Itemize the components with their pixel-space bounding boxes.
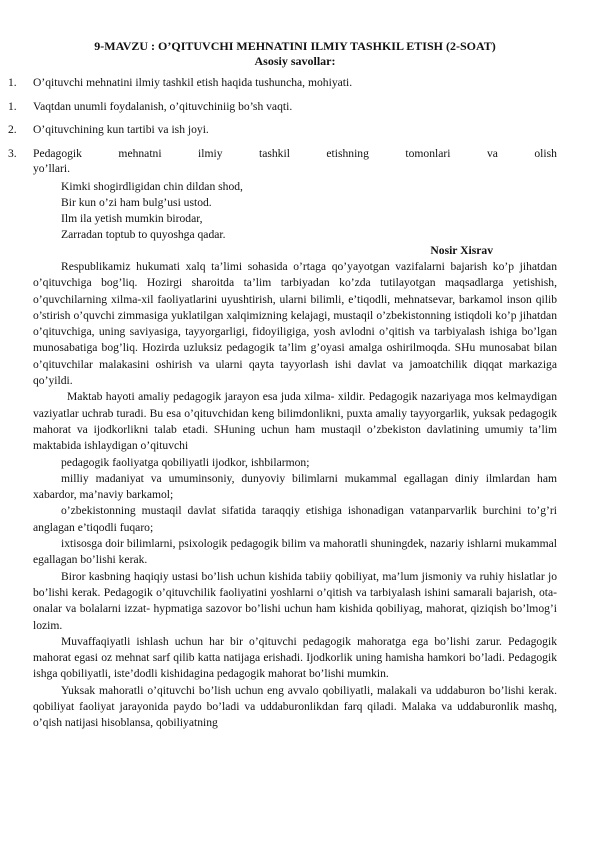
poem-line: Kimki shogirdligidan chin dildan shod, (61, 179, 243, 193)
page-title: 9-MAVZU : O’QITUVCHI MEHNATINI ILMIY TASHKIL ETISH (2-SOAT) (94, 39, 496, 53)
poem-author: Nosir Xisrav (430, 243, 493, 257)
paragraph: Maktab hayoti amaliy pedagogik jarayon esa juda xilma- xildir. Pedagogik nazariyaga mos kelmaydigan vaziyatlar uchrab turadi. Bu esa o’qituvchidan keng bilimdonlikni, puxta amaliy tayyorgarlik, yuksak pedagogik mahorat va ijodkorlikni talab etadi. SHuning uchun ham mustaqil o’zbekiston davlatining umumiy ta’lim maktabida ishlaydigan o’qituvchi (33, 390, 557, 453)
question-word: tashkil (259, 146, 290, 160)
question-item (5, 122, 557, 138)
paragraph: Muvaffaqiyatli ishlash uchun har bir o’qituvchi pedagogik mahoratga ega bo’lishi zarur. Pedagogik mahorat egasi oz mehnat sarf qilib katta natijaga erishadi. Ijodkorlik uning hamisha hamkori bo’ladi. Pedagogik ishga qobiliyatli, iste’dodli kishidagina pedagogik mahorat bo’lishi mumkin. (33, 634, 557, 681)
question-item (5, 75, 557, 91)
paragraph: milliy madaniyat va umuminsoniy, dunyoviy bilimlarni mukammal egallagan diniy ilmlardan ham xabardor, ma’naviy barkamol; (33, 471, 557, 502)
question-word: va (486, 146, 498, 160)
question-number: 1. (8, 99, 17, 113)
question-number: 1. (8, 76, 17, 89)
document-page (8, 39, 557, 732)
question-number: 2. (8, 123, 17, 137)
question-text-continued: yo’llari. (33, 162, 71, 176)
question-text: O’qituvchi mehnatini ilmiy tashkil etish haqida tushuncha, mohiyati. (33, 76, 353, 89)
question-text: Vaqtdan unumli foydalanish, o’qituvchiniig bo’sh vaqti. (33, 99, 293, 113)
list-line: pedagogik faoliyatga qobiliyatli ijodkor, ishbilarmon; (61, 455, 310, 469)
question-item (5, 99, 557, 115)
question-word: etishning (326, 146, 369, 160)
question-word: mehnatni (118, 146, 162, 160)
poem-line: Zarradan toptub to quyoshga qadar. (61, 227, 226, 241)
paragraph: o’zbekistonning mustaqil davlat sifatida taraqqiy etishiga ishonadigan vatanparvarlik burchini to’g’ri anglagan e’tiqodli fuqaro; (33, 504, 557, 534)
question-word: olish (534, 146, 557, 160)
question-word: tomonlari (405, 146, 451, 160)
question-number: 3. (8, 146, 17, 160)
question-word: Pedagogik (33, 146, 82, 160)
question-item (5, 146, 557, 177)
poem-line: Bir kun o’zi ham bulg’usi ustod. (61, 195, 212, 209)
paragraph: ixtisosga doir bilimlarni, psixologik pedagogik bilim va mahoratli shuningdek, nazariy ishlarni mukammal egallagan bo’lishi kerak. (33, 537, 557, 567)
question-text: O’qituvchining kun tartibi va ish joyi. (33, 123, 209, 137)
question-word: ilmiy (198, 146, 223, 160)
paragraph: Yuksak mahoratli o’qituvchi bo’lish uchun eng avvalo qobiliyatli, malakali va uddaburon bo’lishi kerak. qobiliyat faoliyat jarayonida paydo bo’ladi va uddaburonlikdan farq qiladi. Malaka va uddaburonlik mashq, o’qish natijasi hisoblansa, qobiliyatning (33, 683, 557, 730)
paragraph: Biror kasbning haqiqiy ustasi bo’lish uchun kishida tabiiy qobiliyat, ma’lum jismoniy va ruhiy hislatlar jo bo’lishi kerak. Pedagogik o’qituvchilik faoliyatini yoshlarni o’qitish va tarbiyalash ishini samarali bajarish, ota-onalar va bolalarni izzat- hypmatiga sazovor bo’lishi uchun ham kishida qobiliyag, mahorat, qiziqish bo’lmog’i lozim. (33, 569, 557, 632)
poem-line: Ilm ila yetish mumkin birodar, (61, 211, 203, 225)
page-subtitle: Asosiy savollar: (254, 54, 336, 68)
epigraph-poem (61, 179, 557, 243)
paragraph: Respublikamiz hukumati xalq ta’limi sohasida o’rtaga qo’yayotgan vazifalarni bajarish ko’p jihatdan o’qituvchiga bog’liq. Hozirgi sharoitda ta’lim tarbiyadan ko’zda tutilayotgan maqsadlarga yetishish, o’quvchilarning xilma-xil faoliyatlarini uyushtirish, ularni bilimli, e’tiqodli, mehnatsevar, barkamol inson qilib o’stirish o’quvchi zimmasiga yuklatilgan xalqimizning kelajagi, mustaqil o’zbekistonning istiqdoli ko’p jihatdan o’qituvchiga, uning saviyasiga, tayyorgarligi, fidoyiligiga, yosh avlodni o’qitish va tarbiyalash ishiga bo’lgan munosabatiga bog’liq. Hozirda uzluksiz pedagogik ta’lim g’oyasi amalga oshirilmoqda. SHu munosabat bilan o’qituvchilar malakasini oshirish va ularni qayta tayyorlash ishi davlat va jamoatchilik diqqat markaziga qo’yildi. (33, 259, 557, 388)
question-text (33, 146, 557, 162)
